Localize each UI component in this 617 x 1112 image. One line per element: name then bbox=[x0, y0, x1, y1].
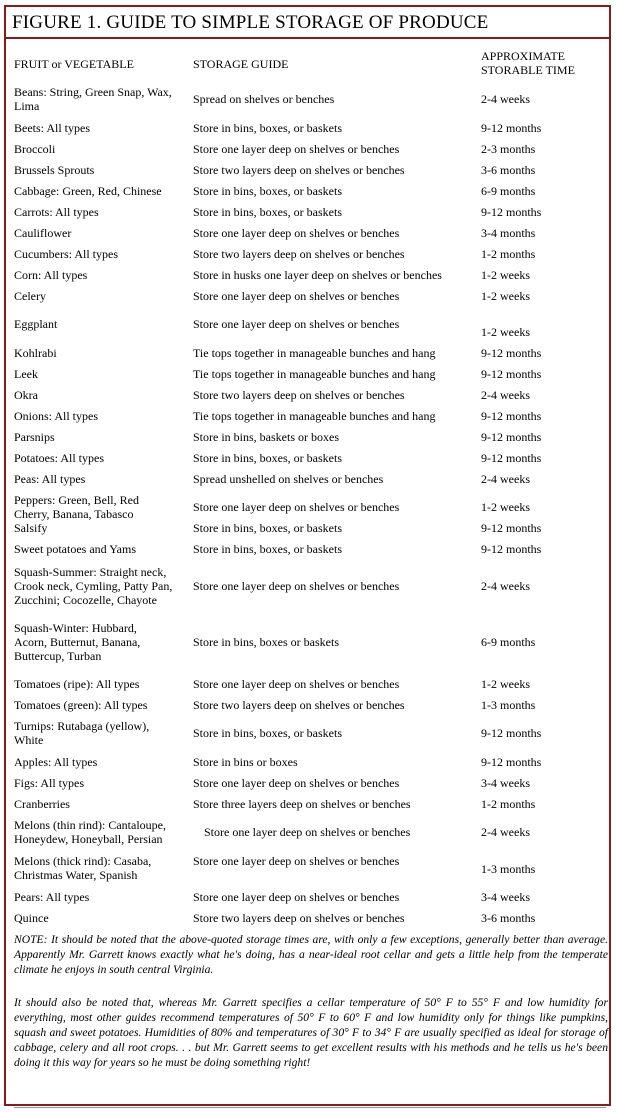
produce-name bbox=[14, 247, 186, 261]
produce-name-line: Quince bbox=[14, 911, 49, 925]
produce-name bbox=[14, 85, 186, 113]
page-title: FIGURE 1. GUIDE TO SIMPLE STORAGE OF PRODUCE bbox=[12, 12, 489, 33]
produce-name-line: Tomatoes (green): All types bbox=[14, 698, 148, 712]
storage-guide: Tie tops together in manageable bunches and hang bbox=[193, 346, 436, 360]
produce-name bbox=[14, 451, 186, 465]
storage-guide: Store in bins, boxes, or baskets bbox=[193, 726, 342, 740]
storable-time: 9-12 months bbox=[481, 430, 542, 444]
storable-time: 9-12 months bbox=[481, 346, 542, 360]
produce-name-line: Parsnips bbox=[14, 430, 55, 444]
produce-name-line: Beets: All types bbox=[14, 121, 90, 135]
storage-guide: Store in bins, boxes, or baskets bbox=[193, 521, 342, 535]
storable-time: 3-6 months bbox=[481, 163, 536, 177]
storable-time: 9-12 months bbox=[481, 451, 542, 465]
column-header-time-line2: STORABLE TIME bbox=[481, 63, 575, 77]
storage-guide: Store one layer deep on shelves or benches bbox=[204, 825, 411, 839]
storage-guide: Store three layers deep on shelves or benches bbox=[193, 797, 411, 811]
produce-name-line: Salsify bbox=[14, 521, 48, 535]
produce-name bbox=[14, 430, 186, 444]
produce-name-line: Turnips: Rutabaga (yellow), bbox=[14, 719, 150, 733]
produce-name-line: Sweet potatoes and Yams bbox=[14, 542, 136, 556]
storage-guide: Spread unshelled on shelves or benches bbox=[193, 472, 384, 486]
storage-guide: Store one layer deep on shelves or benches bbox=[193, 677, 400, 691]
produce-name bbox=[14, 226, 186, 240]
produce-name-line: Pears: All types bbox=[14, 890, 90, 904]
produce-name-line: Squash-Winter: Hubbard, bbox=[14, 621, 137, 635]
storable-time: 1-2 weeks bbox=[481, 325, 530, 339]
storable-time: 1-3 months bbox=[481, 698, 536, 712]
produce-name-line: Zucchini; Cocozelle, Chayote bbox=[14, 593, 157, 607]
storage-guide: Store one layer deep on shelves or benches bbox=[193, 854, 400, 868]
produce-name-line: Peas: All types bbox=[14, 472, 86, 486]
storage-guide: Store one layer deep on shelves or benches bbox=[193, 289, 400, 303]
storable-time: 1-2 months bbox=[481, 797, 536, 811]
produce-name-line: Beans: String, Green Snap, Wax, bbox=[14, 85, 172, 99]
produce-name-line: Potatoes: All types bbox=[14, 451, 104, 465]
storage-guide: Store in husks one layer deep on shelves or benches bbox=[193, 268, 442, 282]
storage-guide: Store in bins, boxes or baskets bbox=[193, 635, 339, 649]
produce-name bbox=[14, 121, 186, 135]
note-paragraph-2: It should also be noted that, whereas Mr. Garrett specifies a cellar temperature of 50° F to 55° F and low humidity for everything, most other guides recommend temperatures of 50° F to 60° F and low humidity only for things like pumpkins, squash and sweet potatoes. Humidities of 80% and temperatures of 30° F to 34° F are usually specified as ideal for storage of cabbage, celery and all root crops. . . but Mr. Garrett seems to get excellent results with his methods and he tells us he's been doing it this way for years so he must be doing something right! bbox=[14, 996, 608, 1069]
storage-guide: Store in bins, baskets or boxes bbox=[193, 430, 339, 444]
storable-time: 9-12 months bbox=[481, 726, 542, 740]
storable-time: 1-2 weeks bbox=[481, 268, 530, 282]
produce-name bbox=[14, 409, 186, 423]
storage-guide: Store in bins, boxes, or baskets bbox=[193, 451, 342, 465]
produce-name bbox=[14, 268, 186, 282]
storage-guide: Store two layers deep on shelves or benches bbox=[193, 388, 405, 402]
storage-guide: Store two layers deep on shelves or benches bbox=[193, 911, 405, 925]
produce-name bbox=[14, 911, 186, 925]
produce-name-line: Eggplant bbox=[14, 317, 58, 331]
storage-guide: Store in bins, boxes, or baskets bbox=[193, 184, 342, 198]
produce-name bbox=[14, 621, 186, 663]
produce-name bbox=[14, 317, 186, 331]
produce-name-line: Kohlrabi bbox=[14, 346, 57, 360]
storable-time: 3-4 months bbox=[481, 226, 536, 240]
produce-name-line: Melons (thick rind): Casaba, bbox=[14, 854, 152, 868]
storable-time: 3-4 weeks bbox=[481, 776, 530, 790]
bottom-divider bbox=[14, 1107, 606, 1108]
storable-time: 1-2 weeks bbox=[481, 500, 530, 514]
storage-guide: Store in bins or boxes bbox=[193, 755, 298, 769]
produce-name-line: Christmas Water, Spanish bbox=[14, 868, 138, 882]
storable-time: 1-2 months bbox=[481, 247, 536, 261]
storable-time: 9-12 months bbox=[481, 205, 542, 219]
storable-time: 2-4 weeks bbox=[481, 825, 530, 839]
storable-time: 2-4 weeks bbox=[481, 388, 530, 402]
storage-guide: Store one layer deep on shelves or benches bbox=[193, 226, 400, 240]
produce-name-line: Broccoli bbox=[14, 142, 56, 156]
storable-time: 9-12 months bbox=[481, 542, 542, 556]
storage-guide: Store one layer deep on shelves or benches bbox=[193, 142, 400, 156]
storable-time: 9-12 months bbox=[481, 409, 542, 423]
storage-guide: Store one layer deep on shelves or benches bbox=[193, 579, 400, 593]
produce-name-line: Onions: All types bbox=[14, 409, 99, 423]
produce-name bbox=[14, 565, 186, 607]
storable-time: 9-12 months bbox=[481, 755, 542, 769]
produce-name bbox=[14, 890, 186, 904]
produce-name-line: Cranberries bbox=[14, 797, 70, 811]
produce-name bbox=[14, 346, 186, 360]
storable-time: 2-4 weeks bbox=[481, 92, 530, 106]
storage-guide: Tie tops together in manageable bunches and hang bbox=[193, 367, 436, 381]
produce-name-line: Cherry, Banana, Tabasco bbox=[14, 507, 134, 521]
storage-guide: Store in bins, boxes, or baskets bbox=[193, 205, 342, 219]
produce-name bbox=[14, 818, 186, 846]
storage-guide: Store one layer deep on shelves or benches bbox=[193, 776, 400, 790]
storable-time: 1-2 weeks bbox=[481, 289, 530, 303]
storable-time: 3-6 months bbox=[481, 911, 536, 925]
produce-name bbox=[14, 755, 186, 769]
storable-time: 1-3 months bbox=[481, 862, 536, 876]
produce-name bbox=[14, 854, 186, 882]
produce-name-line: Cabbage: Green, Red, Chinese bbox=[14, 184, 162, 198]
note-paragraph-1: NOTE: It should be noted that the above-quoted storage times are, with only a few exceptions, generally better than average. Apparently Mr. Garrett knows exactly what he's doing, has a near-ideal root cellar and gets a little help from the temperate climate he enjoys in south central Virginia. bbox=[14, 933, 608, 976]
produce-name bbox=[14, 797, 186, 811]
produce-name bbox=[14, 289, 186, 303]
storable-time: 3-4 weeks bbox=[481, 890, 530, 904]
produce-name bbox=[14, 142, 186, 156]
storage-guide: Store one layer deep on shelves or benches bbox=[193, 500, 400, 514]
produce-name-line: Melons (thin rind): Cantaloupe, bbox=[14, 818, 166, 832]
produce-name-line: Peppers: Green, Bell, Red bbox=[14, 493, 139, 507]
produce-name bbox=[14, 493, 186, 521]
produce-name-line: Okra bbox=[14, 388, 38, 402]
storage-guide: Store one layer deep on shelves or benches bbox=[193, 317, 400, 331]
produce-name bbox=[14, 163, 186, 177]
produce-name-line: Squash-Summer: Straight neck, bbox=[14, 565, 167, 579]
storage-guide: Store two layers deep on shelves or benches bbox=[193, 163, 405, 177]
produce-name-line: Tomatoes (ripe): All types bbox=[14, 677, 140, 691]
title-bar bbox=[6, 7, 609, 39]
storable-time: 2-4 weeks bbox=[481, 472, 530, 486]
storable-time: 9-12 months bbox=[481, 367, 542, 381]
storable-time: 9-12 months bbox=[481, 121, 542, 135]
produce-name bbox=[14, 542, 186, 556]
produce-name-line: Acorn, Butternut, Banana, bbox=[14, 635, 141, 649]
storage-guide: Store two layers deep on shelves or benches bbox=[193, 247, 405, 261]
produce-name-line: Corn: All types bbox=[14, 268, 88, 282]
produce-name bbox=[14, 388, 186, 402]
produce-name bbox=[14, 521, 186, 535]
produce-name bbox=[14, 698, 186, 712]
storable-time: 2-4 weeks bbox=[481, 579, 530, 593]
produce-name bbox=[14, 719, 186, 747]
storage-guide: Store in bins, boxes, or baskets bbox=[193, 121, 342, 135]
produce-name bbox=[14, 776, 186, 790]
produce-name-line: Lima bbox=[14, 99, 40, 113]
produce-name-line: Carrots: All types bbox=[14, 205, 99, 219]
produce-name-line: Figs: All types bbox=[14, 776, 85, 790]
storable-time: 1-2 weeks bbox=[481, 677, 530, 691]
storage-guide: Store in bins, boxes, or baskets bbox=[193, 542, 342, 556]
produce-name-line: White bbox=[14, 733, 44, 747]
produce-name bbox=[14, 677, 186, 691]
column-header-guide: STORAGE GUIDE bbox=[193, 57, 289, 71]
storage-guide: Spread on shelves or benches bbox=[193, 92, 335, 106]
produce-name-line: Celery bbox=[14, 289, 46, 303]
produce-name-line: Cauliflower bbox=[14, 226, 72, 240]
storage-guide: Store two layers deep on shelves or benches bbox=[193, 698, 405, 712]
figure-frame bbox=[4, 5, 611, 1106]
produce-name-line: Cucumbers: All types bbox=[14, 247, 118, 261]
produce-name-line: Crook neck, Cymling, Patty Pan, bbox=[14, 579, 173, 593]
storable-time: 2-3 months bbox=[481, 142, 536, 156]
produce-name-line: Apples: All types bbox=[14, 755, 98, 769]
produce-name bbox=[14, 367, 186, 381]
produce-name-line: Brussels Sprouts bbox=[14, 163, 95, 177]
column-header-time bbox=[481, 49, 575, 77]
storable-time: 9-12 months bbox=[481, 521, 542, 535]
storable-time: 6-9 months bbox=[481, 184, 536, 198]
produce-name-line: Leek bbox=[14, 367, 38, 381]
storage-guide: Store one layer deep on shelves or benches bbox=[193, 890, 400, 904]
produce-name bbox=[14, 472, 186, 486]
column-header-time-line1: APPROXIMATE bbox=[481, 49, 566, 63]
storage-guide: Tie tops together in manageable bunches and hang bbox=[193, 409, 436, 423]
storable-time: 6-9 months bbox=[481, 635, 536, 649]
produce-name bbox=[14, 205, 186, 219]
column-header-produce: FRUIT or VEGETABLE bbox=[14, 57, 134, 71]
produce-name-line: Buttercup, Turban bbox=[14, 649, 102, 663]
produce-name-line: Honeydew, Honeyball, Persian bbox=[14, 832, 163, 846]
produce-name bbox=[14, 184, 186, 198]
